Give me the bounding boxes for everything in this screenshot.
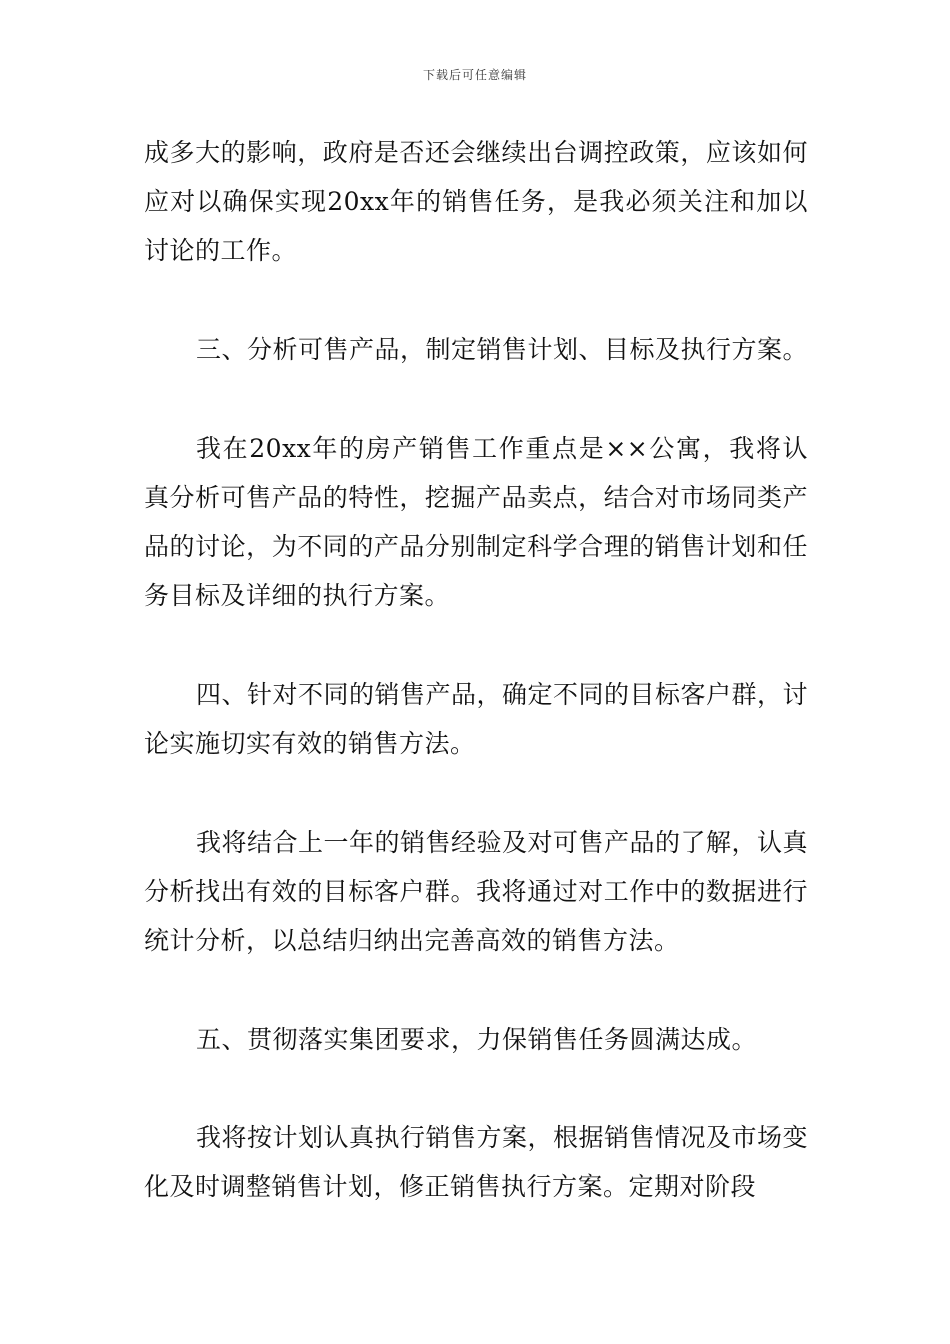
paragraph-section-3: 我在20xx年的房产销售工作重点是××公寓，我将认真分析可售产品的特性，挖掘产品卖点，结合对市场同类产品的讨论，为不同的产品分别制定科学合理的销售计划和任务目标及详细的执行方案。 <box>144 434 808 610</box>
document-body <box>144 128 808 1211</box>
section-heading-3: 三、分析可售产品，制定销售计划、目标及执行方案。 <box>196 335 809 364</box>
paragraph-continuation: 成多大的影响，政府是否还会继续出台调控政策，应该如何应对以确保实现20xx年的销售任务，是我必须关注和加以讨论的工作。 <box>144 138 808 265</box>
section-heading-5: 五、贯彻落实集团要求，力保销售任务圆满达成。 <box>196 1025 758 1054</box>
paragraph-section-4: 我将结合上一年的销售经验及对可售产品的了解，认真分析找出有效的目标客户群。我将通过对工作中的数据进行统计分析，以总结归纳出完善高效的销售方法。 <box>144 828 809 955</box>
paragraph-section-5: 我将按计划认真执行销售方案，根据销售情况及市场变化及时调整销售计划，修正销售执行方案。定期对阶段 <box>144 1123 809 1201</box>
section-heading-4: 四、针对不同的销售产品，确定不同的目标客户群，讨论实施切实有效的销售方法。 <box>144 680 809 758</box>
page-header: 下载后可任意编辑 <box>422 68 527 82</box>
